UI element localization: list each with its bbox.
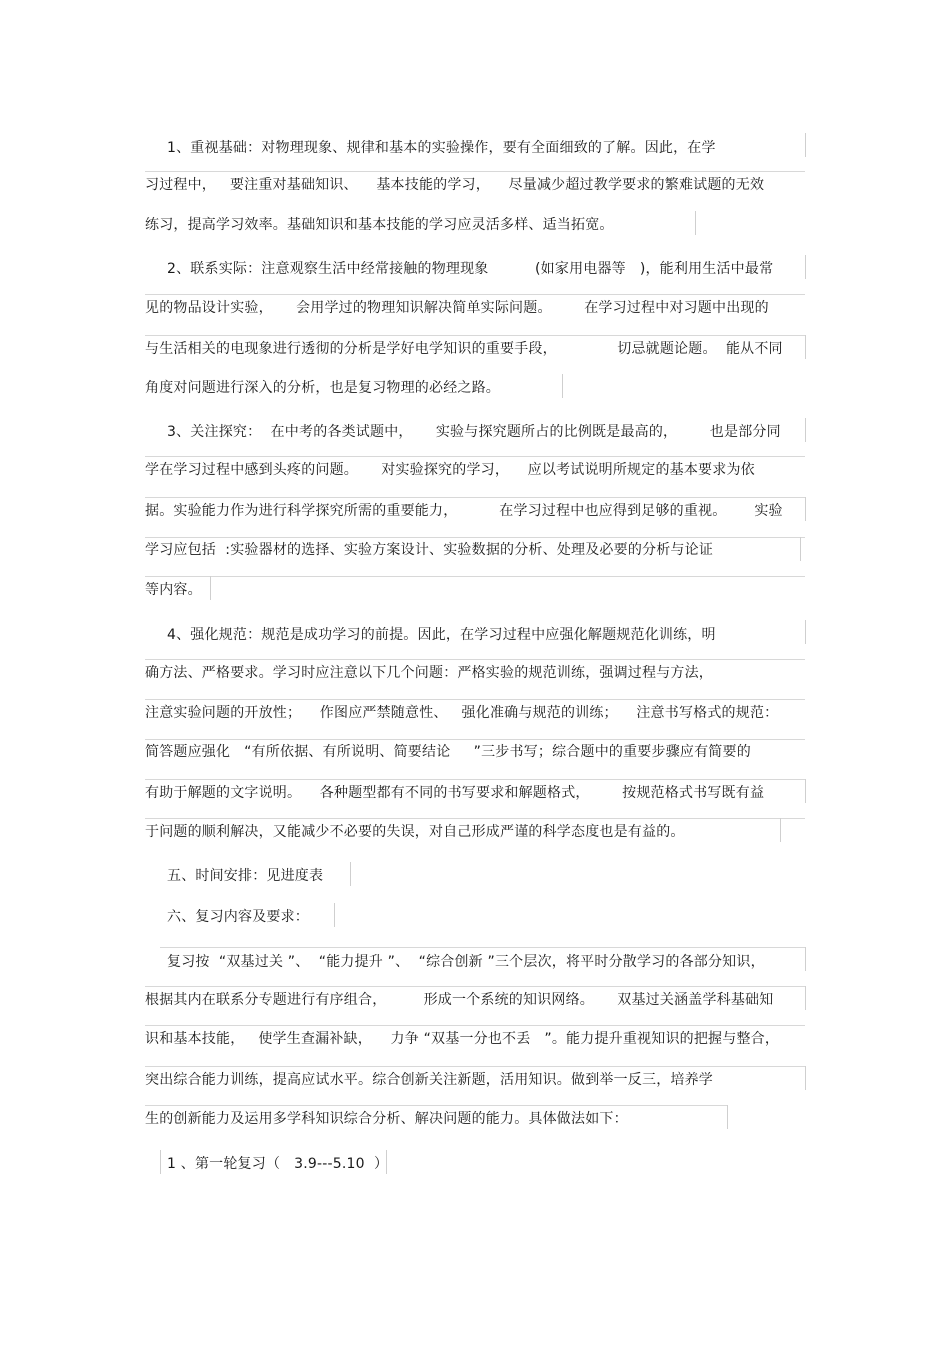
subsection-heading: 1 、第一轮复习（ 3.9---5.10 ） [167,1156,389,1172]
text-line: 学习应包括 :实验器材的选择、实验方案设计、实验数据的分析、处理及必要的分析与论证 [145,542,714,558]
box-rule [145,1025,805,1026]
box-rule [386,1150,387,1174]
section-heading: 六、复习内容及要求： [167,909,309,925]
text-line: 3、关注探究： 在中考的各类试题中， 实验与探究题所占的比例既是最高的， 也是部分同 [167,424,781,440]
box-rule [145,779,805,780]
text-line: 确方法、严格要求。学习时应注意以下几个问题：严格实验的规范训练，强调过程与方法， [145,665,713,681]
box-rule [805,133,806,157]
box-rule [805,1066,806,1090]
box-rule [805,947,806,971]
text-line: 与生活相关的电现象进行透彻的分析是学好电学知识的重要手段， 切忌就题论题。 能从不同 [145,341,783,357]
box-rule [160,1150,161,1174]
text-line: 据。实验能力作为进行科学探究所需的重要能力， 在学习过程中也应得到足够的重视。 实验 [145,503,783,519]
text-line: 根据其内在联系分专题进行有序组合， 形成一个系统的知识网络。 双基过关涵盖学科基础知 [145,992,774,1008]
box-rule [145,699,805,700]
box-rule [805,779,806,803]
box-rule [145,456,805,457]
section-heading: 五、时间安排：见进度表 [167,868,324,884]
text-line: 习过程中， 要注重对基础知识、 基本技能的学习， 尽量减少超过教学要求的繁难试题的无效 [145,177,765,193]
box-rule [780,818,781,842]
box-rule [145,739,805,740]
box-rule [145,659,805,660]
box-rule [145,1066,805,1067]
text-line: 注意实验问题的开放性； 作图应严禁随意性、 强化准确与规范的训练； 注意书写格式的规范： [145,705,779,721]
box-rule [145,294,805,295]
box-rule [727,1105,728,1129]
box-rule [145,818,805,819]
text-line: 识和基本技能， 使学生查漏补缺， 力争 “双基一分也不丢 ”。能力提升重视知识的把握与整合， [145,1031,780,1047]
text-line: 2、联系实际：注意观察生活中经常接触的物理现象 (如家用电器等 )，能利用生活中最常 [167,261,774,277]
box-rule [145,576,805,577]
text-line: 角度对问题进行深入的分析，也是复习物理的必经之路。 [145,380,500,396]
text-line: 生的创新能力及运用多学科知识综合分析、解决问题的能力。具体做法如下： [145,1111,628,1127]
box-rule [145,537,805,538]
box-rule [145,335,805,336]
text-line: 等内容。 [145,582,202,598]
box-rule [210,576,211,600]
text-line: 有助于解题的文字说明。 各种题型都有不同的书写要求和解题格式， 按规范格式书写既有益 [145,785,765,801]
box-rule [805,335,806,359]
box-rule [160,947,805,948]
text-line: 突出综合能力训练，提高应试水平。综合创新关注新题，活用知识。做到举一反三，培养学 [145,1072,713,1088]
box-rule [334,903,335,927]
box-rule [562,374,563,398]
box-rule [145,497,805,498]
box-rule [805,986,806,1010]
box-rule [805,255,806,279]
text-line: 简答题应强化 “有所依据、有所说明、简要结论 ”三步书写；综合题中的重要步骤应有简要的 [145,744,751,760]
box-rule [805,418,806,442]
box-rule [350,862,351,886]
text-line: 1、重视基础：对物理现象、规律和基本的实验操作，要有全面细致的了解。因此，在学 [167,140,716,156]
text-line: 4、强化规范：规范是成功学习的前提。因此，在学习过程中应强化解题规范化训练，明 [167,627,716,643]
box-rule [695,211,696,235]
box-rule [805,497,806,521]
box-rule [145,1105,727,1106]
text-line: 见的物品设计实验， 会用学过的物理知识解决简单实际问题。 在学习过程中对习题中出现的 [145,300,769,316]
box-rule [800,537,801,561]
text-line: 复习按 “双基过关 ”、 “能力提升 ”、 “综合创新 ”三个层次，将平时分散学习的各部分知识， [167,954,765,970]
box-rule [145,986,805,987]
box-rule [145,171,805,172]
text-line: 练习，提高学习效率。基础知识和基本技能的学习应灵活多样、适当拓宽。 [145,217,614,233]
box-rule [805,620,806,644]
text-line: 于问题的顺利解决，又能减少不必要的失误，对自己形成严谨的科学态度也是有益的。 [145,824,685,840]
text-line: 学在学习过程中感到头疼的问题。 对实验探究的学习， 应以考试说明所规定的基本要求为依 [145,462,755,478]
